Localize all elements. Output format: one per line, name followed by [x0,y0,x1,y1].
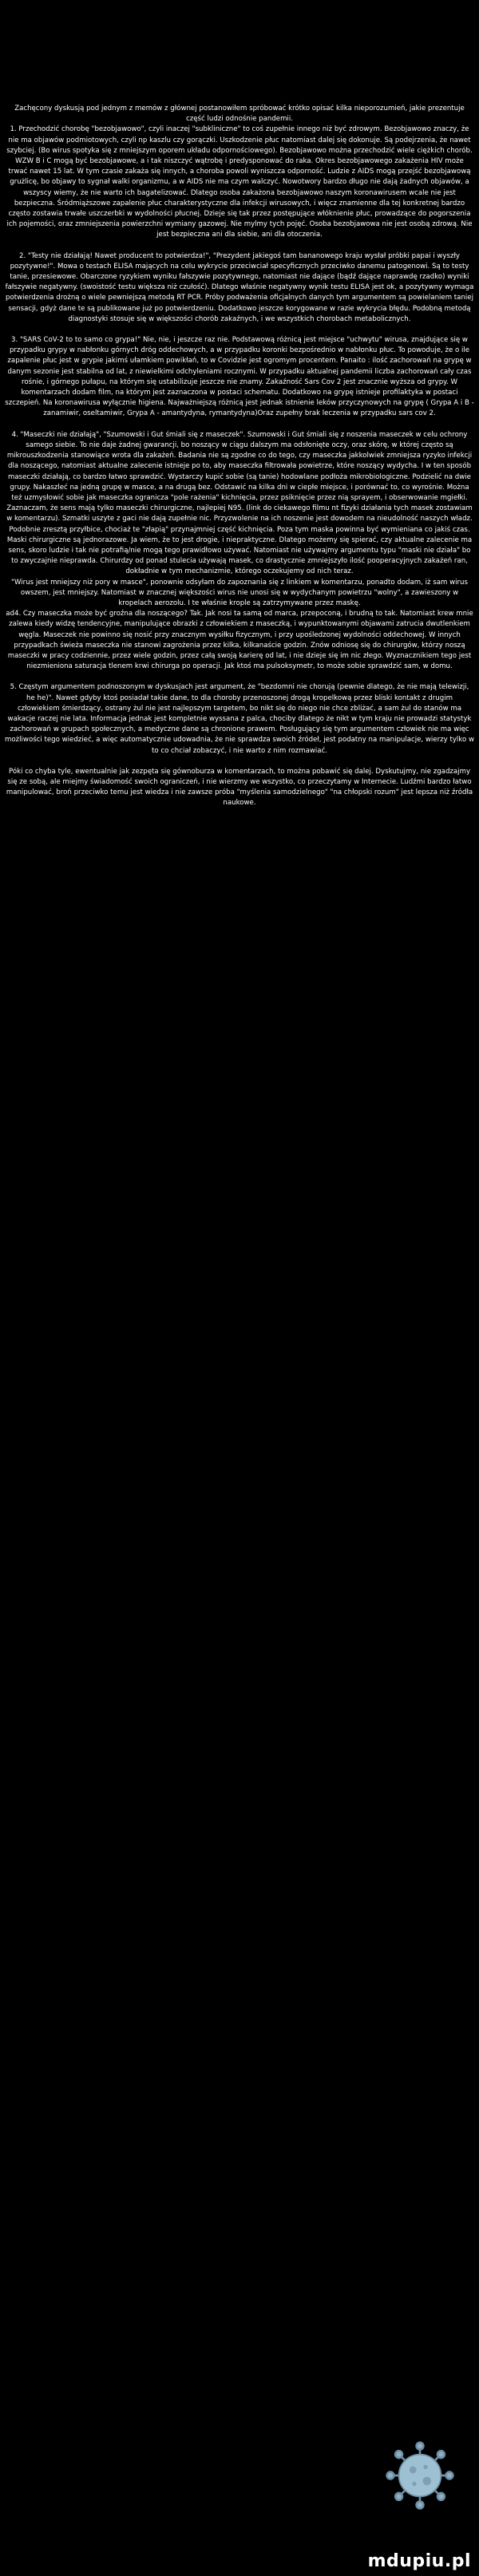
coronavirus-icon [385,2440,455,2511]
paragraph-intro-point-1: Zachęcony dyskusją pod jednym z memów z głównej postanowiłem spróbować krótko opisać kilka nieporozumień, jakie prezentuje część ludzi odnośnie pandemii. 1. Przechodzić chorobę "bezobjawowo", czyli inaczej "subkliniczne" to coś zupełnie innego niż być zdrowym. Bezobjawowo znaczy, że nie ma objawów podmiotowych, czyli np kaszlu czy gorączki. Uszkodzenie płuc natomiast dalej się dokonuje. Są podejrzenia, że nawet szybciej. (Bo wirus spotyka się z mniejszym oporem układu odpornościowego). Bezobjawowo można przechodzić wiele ciężkich chorób. WZW B i C mogą być bezobjawowe, a i tak niszczyć wątrobę i predysponować do raka. Okres bezobjawowego zakażenia HIV może trwać nawet 15 lat. W tym czasie zakaża się innych, a choroba powoli wyniszcza odporność. Ludzie z AIDS mogą przejść bezobjawową grużlicę, bo objawy to sygnał walki organizmu, a w AIDS nie ma czym walczyć. Nowotwory bardzo długo nie dają żadnych objawów, a wszyscy wiemy, że nie warto ich bagatelizować. Dlatego osoba zakażona bezobjawowo naszym koronawirusem wcale nie jest bezpieczna. Śródmiąższowe zapalenie płuc charakterystyczne dla infekcji wirusowych, i więcz znamienne dla tej konkretnej bardzo często zostawia trwałe uszczerbki w wydolności płucnej. Dzieje się tak przez postępujące włóknienie płuc, prowadzące do pogorszenia ich pojemości, oraz zmniejszenia powierzchni wymiany gazowej. Nie mylmy tych pojęć. Osoba bezobjawowa nie jest osobą zdrową. Nie jest bezpieczna ani dla siebie, ani dla otoczenia. [6,105,473,239]
paragraph-closing: Póki co chyba tyle, ewentualnie jak zezpęta się gównoburza w komentarzach, to można pobawić się dalej. Dyskutujmy, nie zgadzajmy się ze sobą, ale miejmy świadomość swoich ograniczeń, i nie wierzmy we wszystko, co przeczytamy w Internecie. Ludźmi bardzo łatwo manipulować, broń przeciwko temu jest wiedza i nie zawsze próba "myślenia samodzielnego" "na chłopski rozum" jest lepsza niż źródła naukowe. [6,767,475,808]
paragraph-point-3: 3. "SARS CoV-2 to to samo co grypa!" Nie, nie, i jeszcze raz nie. Podstawową różnicą jest miejsce "uchwytu" wirusa, znajdujące się w przypadku grypy w nabłonku górnych dróg oddechowych, a w przypadku koronki bezpośrednio w nabłonku płuc. To powoduje, że o ile zapalenie płuc jest w grypie jakimś ułamkiem powikłań, to w Covidzie jest ogromym procentem. Panaito : ilość zachorowań na grypę w danym sezonie jest stabilna od lat, z niewielkimi odchyleniami rocznymi. W przypadku aktualnej pandemii liczba zachorowań cały czas rośnie, i górnego pułapu, na którym się ustabilizuje jeszcze nie znamy. Zakaźność Sars Cov 2 jest znacznie wyższa od grypy. W komentarzach dodam film, na którym jest zaznaczona w postaci schematu. Dodatkowo na grypę istnieje profilaktyka w postaci szczepień. Na koronawirusa wyłącznie higiena. Najważniejszą różnicą jest jednak istnienie leków przyczynowych na grypę ( Grypa A i B - zanamiwir, oseltamiwir, Grypa A - amantydyna, rymantydyna)Oraz zupełny brak leczenia w przypadku sars cov 2. [5,336,477,418]
site-watermark: mdupiu.pl [367,2551,471,2571]
paragraph-point-5: 5. Częstym argumentem podnoszonym w dyskusjach jest argument, że "bezdomni nie chorują (pewnie dlatego, że nie mają telewizji, he he)". Nawet gdyby ktoś posiadał takie dane, to dla choroby przenoszonej drogą kropelkową przez bliski kontakt z drugim człowiekiem śmierdzący, ostrany żul nie jest najlepszym targetem, bo nikt się do niego nie chce zbliżać, a sam żul do stanów ma wakacje raczej nie lata. Informacja jednak jest kompletnie wyssana z palca, chociby dlatego że nikt w tym kraju nie prowadzi statystyk zachorowań w grupach społecznych, a medyczne dane są chronione prawem. Posługujący się tym argumentem człowiek nie ma więc możliwości tego wiedzieć, a więc automatycznie udowadnia, że nie sprawdza swoich źródeł, jest podatny na manipulacje, wierzy tylko w to co chciał zobaczyć, i nie warto z nim rozmawiać. [5,683,477,755]
article-body [5,104,477,820]
paragraph-point-4: 4. "Maseczki nie działają", "Szumowski i Gut śmiali się z maseczek". Szumowski i Gut śmiali się z noszenia maseczek w celu ochrony samego siebie. To nie daje żadnej gwarancji, bo noszący w ciągu dalszym ma odsłonięte oczy, oraz skórę, w której często są mikrouszkodzenia stanowiące wrota dla zakażeń. Badania nie są zgodne co do tego, czy maseczka jakkolwiek zmniejsza ryzyko infekcji dla noszącego, natomiast aktualne zalecenie istnieje po to, aby maseczka filtrowała powietrze, które noszący wydycha. I w ten sposób maseczki działają, co bardzo łatwo sprawdzić. Wystarczy kupić sobie (są tanie) hodowlane podłoża mikrobiologiczne. Podzielić na dwie grupy. Nakaszleć na jedną grupę w masce, a na drugą bez. Odstawić na kilka dni w ciepłe miejsce, i porównać to, co wyrośnie. Można też uzmysłowić sobie jak maseczka ogranicza "pole rażenia" kichnięcia, przez psiknięcie przez nią sprayem, i obserwowanie mgiełki. Zaznaczam, że sens mają tylko maseczki chirurgiczne, najlepiej N95. (link do ciekawego filmu nt fizyki działania tych masek zostawiam w komentarzu). Szmatki uszyte z gaci nie dają zupełnie nic. Przyzwolenie na ich noszenie jest dowodem na nieudolność naszych władz. Podobnie zresztą przyłbice, chociaż te "złapią" przynajmniej część kichnięcia. Poza tym maska powinna być wymieniana co jakiś czas. Maski chirurgiczne są jednorazowe. Ja wiem, że to jest drogie, i niepraktyczne. Dlatego możemy się spierać, czy aktualne zalecenie ma sens, skoro ludzie i tak nie potrafią/nie mogą tego prawidłowo używać. Natomiast nie używajmy argumentu typu "maski nie działa" bo to zwyczajnie nieprawda. Chirurdzy od ponad stulecia używają masek, co drastycznie zmniejszyło ilość pooperacyjnych zakażeń ran, dokładnie w tym mechanizmie, którego oczekujemy od nich teraz. "Wirus jest mniejszy niż pory w masce", ponownie odsyłam do zapoznania się z linkiem w komentarzu, ponadto dodam, iż sam wirus owszem, jest mniejszy. Natomiast w znacznej większości wirus nie unosi się w wydychanym powietrzu "wolny", a zawieszony w kropelach aerozolu. I te właśnie krople są zatrzymywane przez maskę. ad4. Czy maseczka może być groźna dla noszącego? Tak. Jak nosi ta samą od marca, przepoconą, i brudną to tak. Natomiast krew mnie zalewa kiedy widzę tendencyjne, manipulujące obrazki z człowiekiem z maseczką, i wypunktowanymi objawami zatrucia dwutlenkiem węgla. Maseczek nie powinno się nosić przy znacznym wysiłku fizycznym, i przy upośledzonej wydolności oddechowej. W innych przypadkach świeża maseczka nie stanowi zagrożenia przez kilka, kilkanaście godzin. Znów odniosę się do chirurgów, którzy noszą maseczki w pracy codziennie, przez wiele godzin, przez całą swoją karierę od lat, i nie dzieje się im nic złego. Wyznacznikiem tego jest niezmieniona saturacja tlenem krwi chirurga po operacji. Jak ktoś ma pulsoksymetr, to może sobie sprawdzić sam, w domu. [6,430,473,671]
paragraph-point-2: 2. "Testy nie działają! Nawet producent to potwierdza!", "Prezydent jakiegoś tam bananowego kraju wysłał próbki papai i wyszły pozytywne!". Mowa o testach ELISA mających na celu wykrycie przeciwciał specyficznych przeciwko danemu patogenowi. Są to testy tanie, przesiewowe. Obarczone ryzykiem wyniku fałszywie pozytywnego, natomiast nie dające (bądź dające naprawdę rzadko) wyniki fałszywie negatywny. (swoistość testu większa niż czułość). Dlatego właśnie negatywny wynik testu ELISA jest ok, a pozytywny wymaga potwierdzenia drożną o wiele pewniejszą metodą RT PCR. Próby podważenia oficjalnych danych tym argumentem są powielaniem taniej sensacji, gdyż dane te są publikowane już po potwierdzeniu. Dodatkowo jeszcze korygowane w razie wykrycia błędu. Podobną metodą diagnostyki stosuje się w większości chorób zakaźnych, i we wszystkich chorobach metabolicznych. [5,251,477,323]
